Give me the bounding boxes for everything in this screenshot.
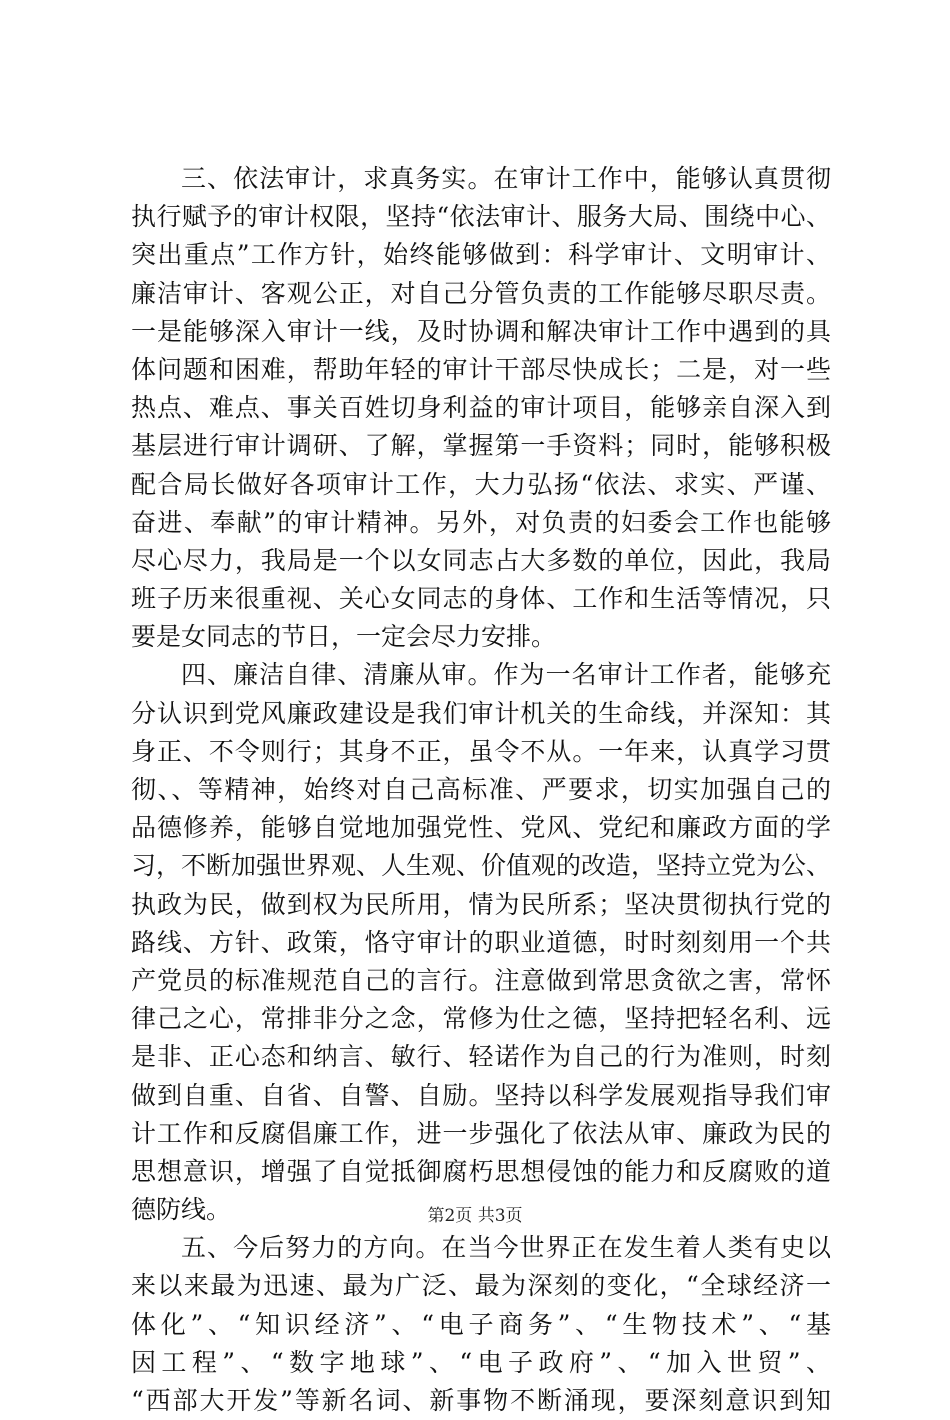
text-line: 体化”、“知识经济”、“电子商务”、“生物技术”、“基: [131, 1309, 831, 1339]
text-line: 班子历来很重视、关心女同志的身体、工作和生活等情况，只: [131, 584, 831, 614]
text-line: 体问题和困难，帮助年轻的审计干部尽快成长；二是，对一些: [131, 354, 831, 384]
page-footer: 第2页 共3页: [427, 1206, 523, 1226]
text-line: 律己之心，常排非分之念，常修为仕之德，坚持把轻名利、远: [131, 1004, 831, 1034]
text-line: 突出重点”工作方针，始终能够做到：科学审计、文明审计、: [131, 240, 831, 270]
text-line: 热点、难点、事关百姓切身利益的审计项目，能够亲自深入到: [131, 393, 831, 423]
document-body: [131, 160, 831, 1420]
text-line: 路线、方针、政策，恪守审计的职业道德，时时刻刻用一个共: [131, 927, 831, 957]
text-line: 做到自重、自省、自警、自励。坚持以科学发展观指导我们审: [131, 1080, 831, 1110]
text-line: 计工作和反腐倡廉工作，进一步强化了依法从审、廉政为民的: [131, 1118, 831, 1148]
text-line: 奋进、奉献”的审计精神。另外，对负责的妇委会工作也能够: [131, 507, 831, 537]
text-line: 思想意识，增强了自觉抵御腐朽思想侵蚀的能力和反腐败的道: [131, 1156, 831, 1186]
paragraph-first-line: 三、依法审计，求真务实。在审计工作中，能够认真贯彻: [181, 164, 831, 193]
text-line: 因工程”、“数字地球”、“电子政府”、“加入世贸”、: [131, 1347, 831, 1377]
text-line: 廉洁审计、客观公正，对自己分管负责的工作能够尽职尽责。: [131, 278, 831, 308]
text-line: 执政为民，做到权为民所用，情为民所系；坚决贯彻执行党的: [131, 889, 831, 919]
paragraph-first-line: 五、今后努力的方向。在当今世界正在发生着人类有史以: [181, 1233, 831, 1263]
text-line: 是非、正心态和纳言、敏行、轻诺作为自己的行为准则，时刻: [131, 1042, 831, 1072]
text-line: 执行赋予的审计权限，坚持“依法审计、服务大局、围绕中心、: [131, 202, 831, 232]
text-line: 基层进行审计调研、了解，掌握第一手资料；同时，能够积极: [131, 431, 831, 461]
text-line: 要是女同志的节日，一定会尽力安排。: [131, 622, 557, 652]
text-line: 品德修养，能够自觉地加强党性、党风、党纪和廉政方面的学: [131, 813, 831, 843]
text-line: 分认识到党风廉政建设是我们审计机关的生命线，并深知：其: [131, 698, 831, 728]
paragraph-first-line: 四、廉洁自律、清廉从审。作为一名审计工作者，能够充: [181, 660, 831, 690]
text-line: “西部大开发”等新名词、新事物不断涌现，要深刻意识到知: [131, 1386, 831, 1415]
text-line: 来以来最为迅速、最为广泛、最为深刻的变化，“全球经济一: [131, 1271, 831, 1301]
text-line: 配合局长做好各项审计工作，大力弘扬“依法、求实、严谨、: [131, 469, 831, 499]
text-line: 德防线。: [131, 1195, 232, 1225]
text-line: 尽心尽力，我局是一个以女同志占大多数的单位，因此，我局: [131, 545, 831, 575]
text-line: 习，不断加强世界观、人生观、价值观的改造，坚持立党为公、: [131, 851, 831, 881]
text-line: 产党员的标准规范自己的言行。注意做到常思贪欲之害，常怀: [131, 965, 831, 995]
text-line: 身正、不令则行；其身不正，虽令不从。一年来，认真学习贯: [131, 736, 831, 766]
text-line: 一是能够深入审计一线，及时协调和解决审计工作中遇到的具: [131, 316, 831, 346]
text-line: 彻、、等精神，始终对自己高标准、严要求，切实加强自己的: [131, 775, 831, 804]
